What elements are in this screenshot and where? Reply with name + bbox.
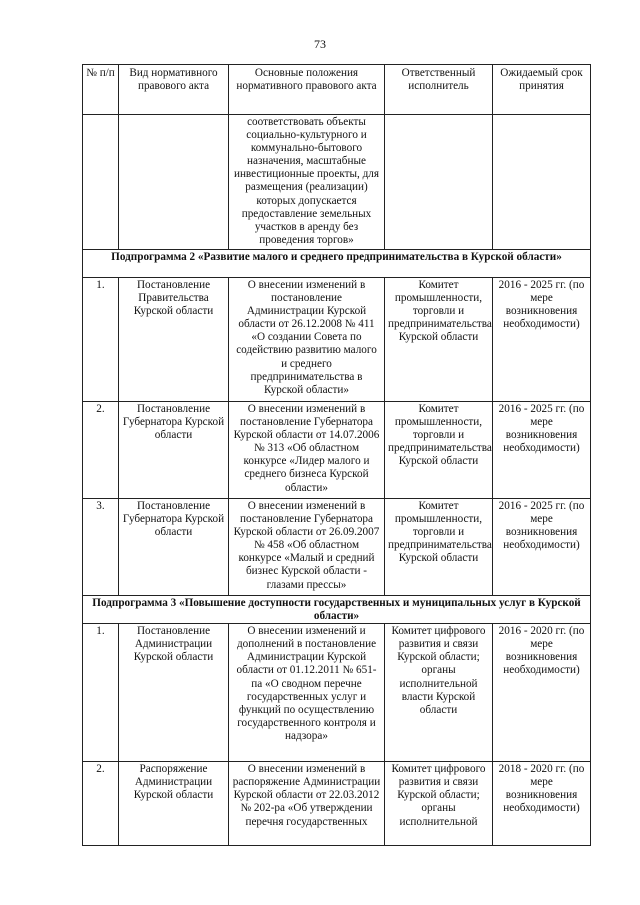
- table-row-continuation: [83, 115, 591, 250]
- act-provisions: О внесении изменений в постановление Губернатора Курской области от 14.07.2006 № 313 «Об областном конкурсе «Лидер малого и среднего бизнеса Курской области»: [229, 401, 385, 498]
- table-row: [83, 277, 591, 401]
- act-provisions: О внесении изменений и дополнений в постановление Администрации Курской области от 01.12.2011 № 651-па «О сводном перечне государственных услуг и функций по осуществлению государственного контроля и надзора»: [229, 624, 385, 762]
- act-executor: Комитет цифрового развития и связи Курской области; органы исполнительной власти Курской области: [385, 624, 493, 762]
- header-num: № п/п: [83, 65, 119, 115]
- act-type: Постановление Правительства Курской области: [119, 277, 229, 401]
- row-number: 2.: [83, 762, 119, 846]
- header-act-type: Вид нормативного правового акта: [119, 65, 229, 115]
- table-row: [83, 498, 591, 595]
- act-provisions: О внесении изменений в постановление Администрации Курской области от 26.12.2008 № 411 «О создании Совета по содействию развитию малого и среднего предпринимательства в Курской области»: [229, 277, 385, 401]
- act-executor: Комитет промышленности, торговли и предпринимательства Курской области: [385, 401, 493, 498]
- act-deadline: 2016 - 2025 гг. (по мере возникновения необходимости): [493, 401, 591, 498]
- row-number: 3.: [83, 498, 119, 595]
- continuation-provisions: соответствовать объекты социально-культурного и коммунально-бытового назначения, масштабные инвестиционные проекты, для размещения (реализации) которых допускается предоставление земельных участков в аренду без проведения торгов»: [229, 115, 385, 250]
- act-executor: Комитет промышленности, торговли и предпринимательства Курской области: [385, 277, 493, 401]
- header-provisions: Основные положения нормативного правового акта: [229, 65, 385, 115]
- page-number: 73: [314, 37, 326, 51]
- table-row: [83, 762, 591, 846]
- table-header-row: [83, 65, 591, 115]
- table-row: [83, 401, 591, 498]
- act-executor: Комитет промышленности, торговли и предпринимательства Курской области: [385, 498, 493, 595]
- act-executor: Комитет цифрового развития и связи Курской области; органы исполнительной: [385, 762, 493, 846]
- act-provisions: О внесении изменений в распоряжение Администрации Курской области от 22.03.2012 № 202-ра «Об утверждении перечня государственных: [229, 762, 385, 846]
- header-deadline: Ожидаемый срок принятия: [493, 65, 591, 115]
- act-deadline: 2016 - 2020 гг. (по мере возникновения необходимости): [493, 624, 591, 762]
- act-type: Постановление Губернатора Курской области: [119, 498, 229, 595]
- row-number: 2.: [83, 401, 119, 498]
- table-row: [83, 624, 591, 762]
- section-subprogram-3: [83, 595, 591, 623]
- act-deadline: 2016 - 2025 гг. (по мере возникновения необходимости): [493, 498, 591, 595]
- row-number: 1.: [83, 277, 119, 401]
- row-number: 1.: [83, 624, 119, 762]
- section-subprogram-2: [83, 249, 591, 277]
- legal-acts-table: [82, 64, 591, 846]
- subprogram-3-title: Подпрограмма 3 «Повышение доступности государственных и муниципальных услуг в Курской области»: [83, 595, 591, 623]
- act-type: Распоряжение Администрации Курской области: [119, 762, 229, 846]
- subprogram-2-title: Подпрограмма 2 «Развитие малого и среднего предпринимательства в Курской области»: [83, 249, 591, 277]
- act-deadline: 2016 - 2025 гг. (по мере возникновения необходимости): [493, 277, 591, 401]
- header-executor: Ответственный исполнитель: [385, 65, 493, 115]
- act-type: Постановление Губернатора Курской области: [119, 401, 229, 498]
- act-provisions: О внесении изменений в постановление Губернатора Курской области от 26.09.2007 № 458 «Об областном конкурсе «Малый и средний бизнес Курской области - глазами прессы»: [229, 498, 385, 595]
- act-deadline: 2018 - 2020 гг. (по мере возникновения необходимости): [493, 762, 591, 846]
- act-type: Постановление Администрации Курской области: [119, 624, 229, 762]
